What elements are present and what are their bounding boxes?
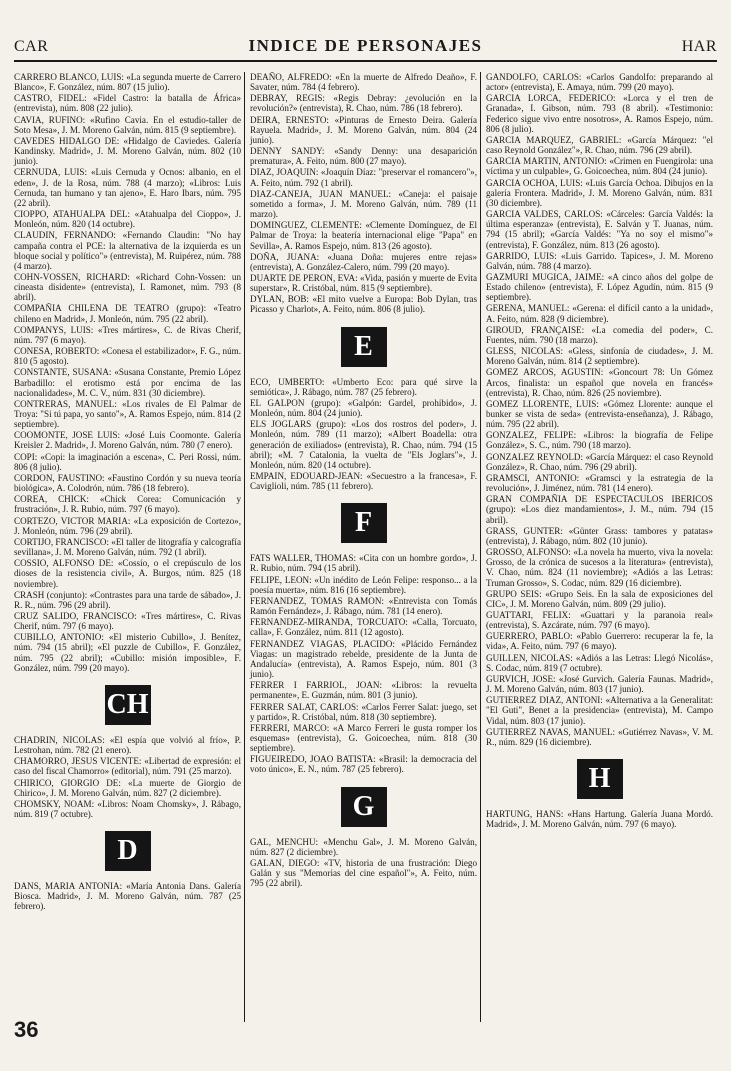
index-entry: ECO, UMBERTO: «Umberto Eco: para qué sirve la semiótica», J. Rábago, núm. 787 (25 febrero). [250,376,477,397]
index-entry: GARCIA LORCA, FEDERICO: «Lorca y el tren de Granada», I. Gibson, núm. 793 (8 abril). «Testimonio: Federico sigue vivo entre nosotros», A. Ramos Espejo, núm. 806 (8 julio). [486,93,713,134]
index-entry: FELIPE, LEON: «Un inédito de León Felipe: responso... a la poesía muerta», núm. 816 (16 septiembre). [250,574,477,595]
index-entry: GARCIA OCHOA, LUIS: «Luis García Ochoa. Dibujos en la galería Frontera. Madrid», J. M. Moreno Galván, núm. 831 (30 diciembre). [486,177,713,208]
index-entry: CHAMORRO, JESUS VICENTE: «Libertad de expresión: el caso del fiscal Chamorro» (editorial), núm. 791 (25 marzo). [14,756,241,777]
index-entry: GALAN, DIEGO: «TV, historia de una frustración: Diego Galán y sus "Memorias del cine español"», A. Feito, núm. 795 (22 abril). [250,857,477,889]
header-range-end: HAR [681,38,717,55]
index-entry: HARTUNG, HANS: «Hans Hartung. Galería Juana Mordó. Madrid», J. M. Moreno Galván, núm. 797 (6 mayo). [486,809,713,830]
index-entry: GUTIERREZ NAVAS, MANUEL: «Gutiérrez Navas», V. M. R., núm. 829 (16 diciembre). [486,726,713,747]
index-entry: DIAZ-CANEJA, JUAN MANUEL: «Caneja: el paisaje sometido a forma», J. M. Moreno Galván, núm. 789 (11 marzo). [250,188,477,220]
index-entry: FERNANDEZ-MIRANDA, TORCUATO: «Calla, Torcuato, calla», F. González, núm. 811 (12 agosto). [250,617,477,638]
index-entry: GUERRERO, PABLO: «Pablo Guerrero: recuperar la fe, la vida», A. Feito, núm. 797 (6 mayo). [486,631,713,652]
index-entry: CORTIJO, FRANCISCO: «El taller de litografía y calcografía sevillana», J. M. Moreno Galván, núm. 792 (1 abril). [14,536,241,558]
section-letter: F [341,503,387,543]
index-entry: GOMEZ LLORENTE, LUIS: «Gómez Llorente: aunque el bunker se vista de seda» (entrevista-enseñanza), J. Rábago, núm. 795 (22 abril). [486,398,713,430]
header-range-start: CAR [14,38,49,55]
index-entry: GOMEZ ARCOS, AGUSTIN: «Goncourt 78: Un Gómez Arcos, finalista: un español que novela en francés» (entrevista), R. Chao, núm. 826 (25 noviembre). [486,367,713,398]
index-entry: GAZMURI MUGICA, JAIME: «A cinco años del golpe de Estado chileno» (entrevista), F. López Agudín, núm. 815 (9 septiembre). [486,271,713,303]
index-entry: GUATTARI, FELIX: «Guattari y la paranoia real» (entrevista), S. Azcárate, núm. 797 (6 mayo). [486,609,713,631]
index-entry: CHADRIN, NICOLAS: «El espía que volvió al frío», P. Lestrohan, núm. 782 (21 enero). [14,734,241,756]
index-entry: CIOPPO, ATAHUALPA DEL: «Atahualpa del Cioppo», J. Monleón, núm. 820 (14 octubre). [14,209,241,230]
index-entry: DUARTE DE PERON, EVA: «Vida, pasión y muerte de Evita superstar», R. Cristóbal, núm. 815 (9 septiembre). [250,272,477,294]
index-entry: GURVICH, JOSE: «José Gurvich. Galería Faunas. Madrid», J. M. Moreno Galván, núm. 803 (17 junio). [486,673,713,695]
index-entry: FERNANDEZ, TOMAS RAMON: «Entrevista con Tomás Ramón Fernández», J. Rábago, núm. 781 (14 enero). [250,595,477,617]
index-entry: GARRIDO, LUIS: «Luis Garrido. Tapices», J. M. Moreno Galván, núm. 788 (4 marzo). [486,250,713,271]
index-entry: GONZALEZ, FELIPE: «Libros: la biografía de Felipe González», S. C., núm. 790 (18 marzo). [486,430,713,451]
index-entry: GARCIA VALDES, CARLOS: «Cárceles: García Valdés: la última esperanza» (entrevista), E. Salván y T. Juanas, núm. 794 (15 abril); «García Valdés: "Ya no soy el mismo"» (entrevista), F. González, núm. 813 (26 agosto). [486,209,713,250]
index-entry: ELS JOGLARS (grupo): «Los dos rostros del poder», J. Monleón, núm. 789 (11 marzo); «Albert Boadella: otra generación de exiliados» (entrevista), R. Chao, núm. 794 (15 abril); «M. 7 Catalonia, la vuelta de "Els Joglars"», J. Monleón, núm. 820 (14 octubre). [250,419,477,470]
section-letter: H [577,759,623,799]
index-entry: GIROUD, FRANÇAISE: «La comedia del poder», C. Fuentes, núm. 790 (18 marzo). [486,324,713,345]
index-entry: CONTRERAS, MANUEL: «Los rivales de El Palmar de Troya: "Si tú papa, yo santo"», A. Ramos Espejo, núm. 814 (2 septiembre). [14,398,241,430]
index-entry: GRAN COMPAÑIA DE ESPECTACULOS IBERICOS (grupo): «Los diez mandamientos», J. M., núm. 794 (15 abril). [486,494,713,525]
section-letter: CH [105,685,151,725]
page-number: 36 [14,1017,39,1042]
index-entry: FERRER SALAT, CARLOS: «Carlos Ferrer Salat: juego, set y partido», R. Cristóbal, núm. 818 (30 septiembre). [250,701,477,722]
index-entry: CRUZ SALIDO, FRANCISCO: «Tres mártires», C. Rivas Cherif, núm. 797 (6 mayo). [14,610,241,632]
index-entry: CRASH (conjunto): «Contrastes para una tarde de sábado», J. R. R., núm. 796 (29 abril). [14,589,241,610]
index-entry: DYLAN, BOB: «El mito vuelve a Europa: Bob Dylan, tras Picasso y Charlot», A. Feito, núm. 806 (8 julio). [250,294,477,315]
index-entry: DANS, MARIA ANTONIA: «María Antonia Dans. Galería Biosca. Madrid», J. M. Moreno Galván, núm. 787 (25 febrero). [14,881,241,912]
index-column-3 [486,72,713,830]
index-entry: CLAUDIN, FERNANDO: «Fernando Claudin: "No hay campaña contra el PCE: la alternativa de la izquierda es un bloque social y político"» (entrevista), M. Ruipérez, núm. 788 (4 marzo). [14,230,241,271]
page-title: INDICE DE PERSONAJES [248,36,483,55]
index-entry: DIAZ, JOAQUIN: «Joaquín Díaz: "preservar el romancero"», A. Feito, núm. 792 (1 abril). [250,167,477,188]
index-entry: GANDOLFO, CARLOS: «Carlos Gandolfo: preparando al actor» (entrevista), E. Amaya, núm. 799 (20 mayo). [486,72,713,93]
index-entry: FERRER I FARRIOL, JOAN: «Libros: la revuelta permanente», E. Guzmán, núm. 801 (3 junio). [250,680,477,701]
index-column-1 [14,72,241,913]
page-header [14,36,717,62]
index-entry: CUBILLO, ANTONIO: «El misterio Cubillo», J. Benítez, núm. 794 (15 abril); «El puzzle de Cubillo», F. González, núm. 795 (22 abril); «Cubillo: misión imposible», F. González, núm. 799 (20 mayo). [14,632,241,673]
index-entry: DEAÑO, ALFREDO: «En la muerte de Alfredo Deaño», F. Savater, núm. 784 (4 febrero). [250,72,477,93]
index-entry: COOMONTE, JOSE LUIS: «José Luis Coomonte. Galería Kreisler 2. Madrid», J. Moreno Galván, núm. 780 (7 enero). [14,430,241,451]
column-divider [244,72,245,1022]
index-entry: COPI: «Copi: la imaginación a escena», C. Peri Rossi, núm. 806 (8 julio). [14,451,241,472]
index-entry: COREA, CHICK: «Chick Corea: Comunicación y frustración», J. R. Rubio, núm. 797 (6 mayo). [14,494,241,515]
section-letter-box [250,787,477,827]
section-letter: G [341,787,387,827]
column-divider [480,72,481,1022]
index-entry: CAVIA, RUFINO: «Rufino Cavia. En el estudio-taller de Soto Mesa», J. M. Moreno Galván, núm. 815 (9 septiembre). [14,114,241,135]
index-entry: COMPANYS, LUIS: «Tres mártires», C. de Rivas Cherif, núm. 797 (6 mayo). [14,324,241,345]
index-entry: CAVEDES HIDALGO DE: «Hidalgo de Caviedes. Galería Kandinsky. Madrid», J. M. Moreno Galván, núm. 802 (10 junio). [14,135,241,167]
index-entry: GAL, MENCHU: «Menchu Gal», J. M. Moreno Galván, núm. 827 (2 diciembre). [250,836,477,857]
index-entry: GERENA, MANUEL: «Gerena: el difícil canto a la unidad», A. Feito, núm. 828 (9 diciembre). [486,303,713,324]
index-entry: CARRERO BLANCO, LUIS: «La segunda muerte de Carrero Blanco», F. González, núm. 807 (15 julio). [14,72,241,93]
section-letter-box [250,327,477,367]
index-entry: GRAMSCI, ANTONIO: «Gramsci y la estrategia de la revolución», J. Jiménez, núm. 781 (14 enero). [486,472,713,494]
index-entry: COHN-VOSSEN, RICHARD: «Richard Cohn-Vossen: un cineasta disidente» (entrevista), I. Ramonet, núm. 793 (8 abril). [14,271,241,303]
index-entry: COMPAÑIA CHILENA DE TEATRO (grupo): «Teatro chileno en Madrid», J. Monleón, núm. 795 (22 abril). [14,303,241,324]
section-letter: E [341,327,387,367]
index-entry: FERRERI, MARCO: «A Marco Ferreri le gusta romper los esquemas» (entrevista), G. Goicoechea, núm. 818 (30 septiembre). [250,722,477,754]
index-entry: CHOMSKY, NOAM: «Libros: Noam Chomsky», J. Rábago, núm. 819 (7 octubre). [14,798,241,819]
index-entry: CERNUDA, LUIS: «Luis Cernuda y Ocnos: albanio, en el eden», J. de la Rosa, núm. 788 (4 marzo); «Libros: Luis Cernuda, tan humano y tan ajeno», E. Haro Ibars, núm. 795 (22 abril). [14,167,241,208]
section-letter-box [14,685,241,725]
index-entry: GROSSO, ALFONSO: «La novela ha muerto, viva la novela: Grosso, de la crónica de sucesos a la literatura» (entrevista), V. Chao, núm. 824 (11 noviembre); «Adiós a las Letras: Truman Grosso», S. Codac, núm. 829 (16 diciembre). [486,547,713,588]
section-letter-box [250,503,477,543]
index-entry: EL GALPON (grupo): «Galpón: Gardel, prohibido», J. Monleón, núm. 804 (24 junio). [250,397,477,419]
index-entry: GONZALEZ REYNOLD: «García Márquez: el caso Reynold González», R. Chao, núm. 796 (29 abril). [486,451,713,472]
section-letter-box [14,831,241,871]
index-entry: GRASS, GUNTER: «Günter Grass: tambores y patatas» (entrevista), J. Rábago, núm. 802 (10 junio). [486,525,713,546]
section-letter-box [486,759,713,799]
index-entry: CONSTANTE, SUSANA: «Susana Constante, Premio López Barbadillo: el erotismo está por encima de las nacionalidades», M. C. V., núm. 831 (30 diciembre). [14,367,241,398]
index-entry: DEBRAY, REGIS: «Regis Debray: ¿evolución en la revolución?» (entrevista), R. Chao, núm. 786 (18 febrero). [250,93,477,114]
index-entry: DEIRA, ERNESTO: «Pinturas de Ernesto Deira. Galería Rayuela. Madrid», J. M. Moreno Galván, núm. 804 (24 junio). [250,114,477,145]
index-entry: GARCIA MARTIN, ANTONIO: «Crimen en Fuengirola: una víctima y un culpable», G. Goicoechea, núm. 804 (24 junio). [486,156,713,177]
index-column-2 [250,72,477,889]
index-entry: FERNANDEZ VIAGAS, PLACIDO: «Plácido Fernández Viagas: un magistrado rebelde, presidente de la Junta de Andalucía» (entrevista), A. Ramos Espejo, núm. 801 (3 junio). [250,638,477,680]
index-entry: CONESA, ROBERTO: «Conesa el estabilizador», F. G., núm. 810 (5 agosto). [14,346,241,367]
index-entry: GUILLEN, NICOLAS: «Adiós a las Letras: Llegó Nicolás», S. Codac, núm. 819 (7 octubre). [486,652,713,673]
index-entry: EMPAIN, EDOUARD-JEAN: «Secuestro a la francesa», F. Caviglioli, núm. 785 (11 febrero). [250,471,477,492]
section-letter: D [105,831,151,871]
index-entry: CORTEZO, VICTOR MARIA: «La exposición de Cortezo», J. Monleón, núm. 796 (29 abril). [14,515,241,536]
index-entry: FIGUEIREDO, JOAO BATISTA: «Brasil: la democracia del voto único», E. N., núm. 787 (25 febrero). [250,754,477,775]
index-entry: DOÑA, JUANA: «Juana Doña: mujeres entre rejas» (entrevista), A. González-Calero, núm. 799 (20 mayo). [250,251,477,272]
index-entry: DENNY SANDY: «Sandy Denny: una desaparición prematura», A. Feito, núm. 800 (27 mayo). [250,146,477,167]
index-entry: FATS WALLER, THOMAS: «Cita con un hombre gordo», J. R. Rubio, núm. 794 (15 abril). [250,553,477,574]
index-entry: GARCIA MARQUEZ, GABRIEL: «García Márquez: "el caso Reynold González"», R. Chao, núm. 796 (29 abril). [486,134,713,156]
index-entry: CHIRICO, GIORGIO DE: «La muerte de Giorgio de Chirico», J. M. Moreno Galván, núm. 827 (2 diciembre). [14,777,241,798]
index-entry: GRUPO SEIS: «Grupo Seis. En la sala de exposiciones del CIC», J. M. Moreno Galván, núm. 809 (29 julio). [486,588,713,609]
index-entry: GUTIERREZ DIAZ, ANTONI: «Alternativa a la Generalitat: "El Guti", Benet a la presidencia» (entrevista), M. Campo Vidal, núm. 803 (17 junio). [486,695,713,726]
index-entry: GLESS, NICOLAS: «Gless, sinfonía de ciudades», J. M. Moreno Galván, núm. 814 (2 septiembre). [486,346,713,367]
index-entry: DOMINGUEZ, CLEMENTE: «Clemente Domínguez, de El Palmar de Troya: la beatería internacional elige "Papa" en Sevilla», A. Ramos Espejo, núm. 813 (26 agosto). [250,220,477,251]
index-entry: COSSIO, ALFONSO DE: «Cossío, o el crepúsculo de los dioses de la resistencia civil», A. Burgos, núm. 825 (18 noviembre). [14,558,241,589]
index-entry: CORDON, FAUSTINO: «Faustino Cordón y su nueva teoría biológica», A. Colodrón, núm. 786 (18 febrero). [14,472,241,494]
index-entry: CASTRO, FIDEL: «Fidel Castro: la batalla de África» (entrevista), núm. 808 (22 julio). [14,93,241,114]
